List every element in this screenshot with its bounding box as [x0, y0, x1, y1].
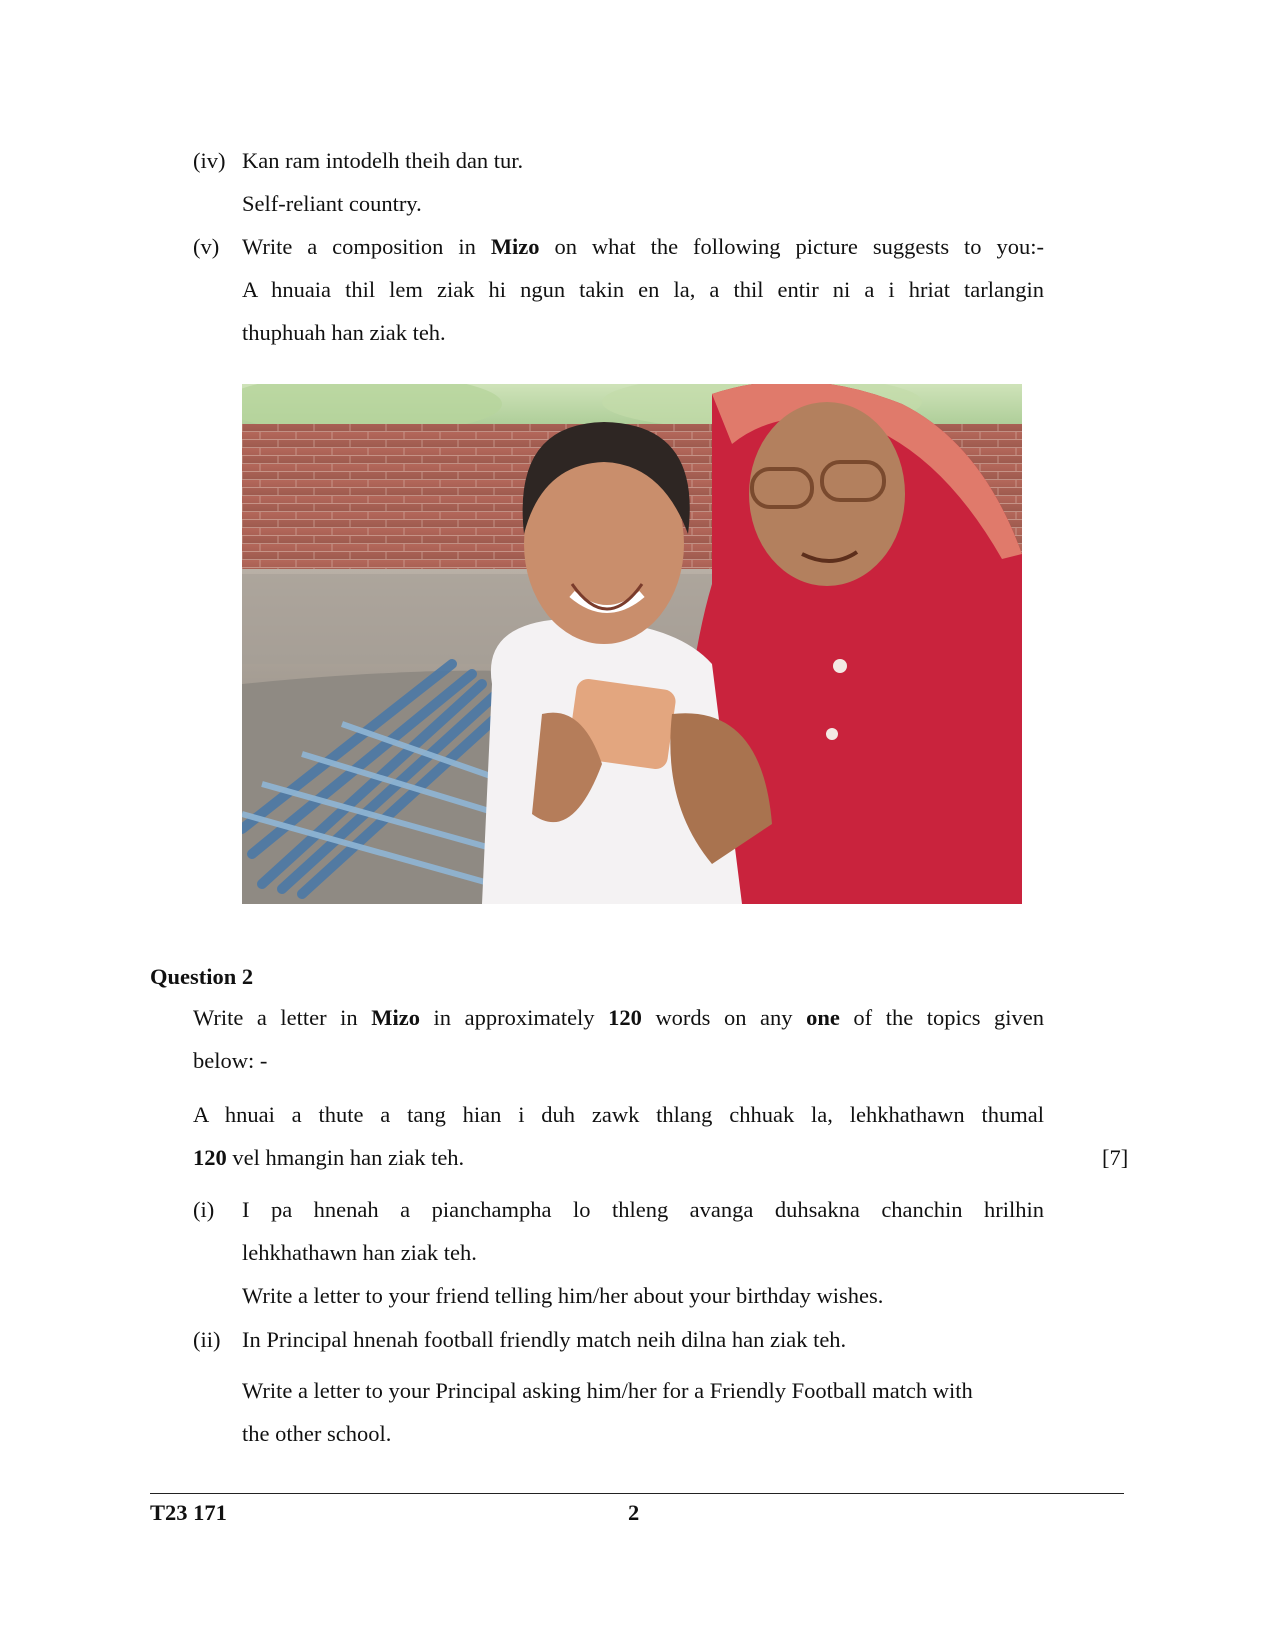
marks-badge: [7]	[1102, 1145, 1129, 1170]
option-ii-number: (ii)	[193, 1327, 221, 1352]
item-v-line2: A hnuaia thil lem ziak hi ngun takin en la, a thil entir ni a i hriat tarlangin	[242, 277, 1044, 302]
item-v-number: (v)	[193, 234, 220, 259]
q2-mizo-instruction-line2: 120 vel hmangin han ziak teh.	[193, 1145, 465, 1170]
question-2-heading: Question 2	[150, 964, 254, 989]
item-v-line1: Write a composition in Mizo on what the following picture suggests to you:-	[242, 234, 1044, 259]
option-ii-english-line1: Write a letter to your Principal asking him/her for a Friendly Football match with	[242, 1378, 973, 1403]
option-i-mizo-line2: lehkhathawn han ziak teh.	[242, 1240, 477, 1265]
composition-picture	[242, 384, 1022, 904]
item-iv-english: Self-reliant country.	[242, 191, 422, 216]
option-i-number: (i)	[193, 1197, 215, 1222]
item-v-line3: thuphuah han ziak teh.	[242, 320, 446, 345]
option-i-english: Write a letter to your friend telling him/her about your birthday wishes.	[242, 1283, 884, 1308]
q2-mizo-instruction-line1: A hnuai a thute a tang hian i duh zawk thlang chhuak la, lehkhathawn thumal	[193, 1102, 1044, 1127]
option-i-mizo-line1: I pa hnenah a pianchampha lo thleng avanga duhsakna chanchin hrilhin	[242, 1197, 1044, 1222]
option-ii-mizo: In Principal hnenah football friendly match neih dilna han ziak teh.	[242, 1327, 847, 1352]
paper-code: T23 171	[150, 1500, 227, 1525]
item-iv-mizo: Kan ram intodelh theih dan tur.	[242, 148, 524, 173]
footer-rule	[150, 1493, 1124, 1494]
q2-instruction-line2: below: -	[193, 1048, 268, 1073]
page-number: 2	[628, 1500, 640, 1525]
q2-instruction-line1: Write a letter in Mizo in approximately 120 words on any one of the topics given	[193, 1005, 1045, 1030]
option-ii-english-line2: the other school.	[242, 1421, 392, 1446]
item-iv-number: (iv)	[193, 148, 226, 173]
